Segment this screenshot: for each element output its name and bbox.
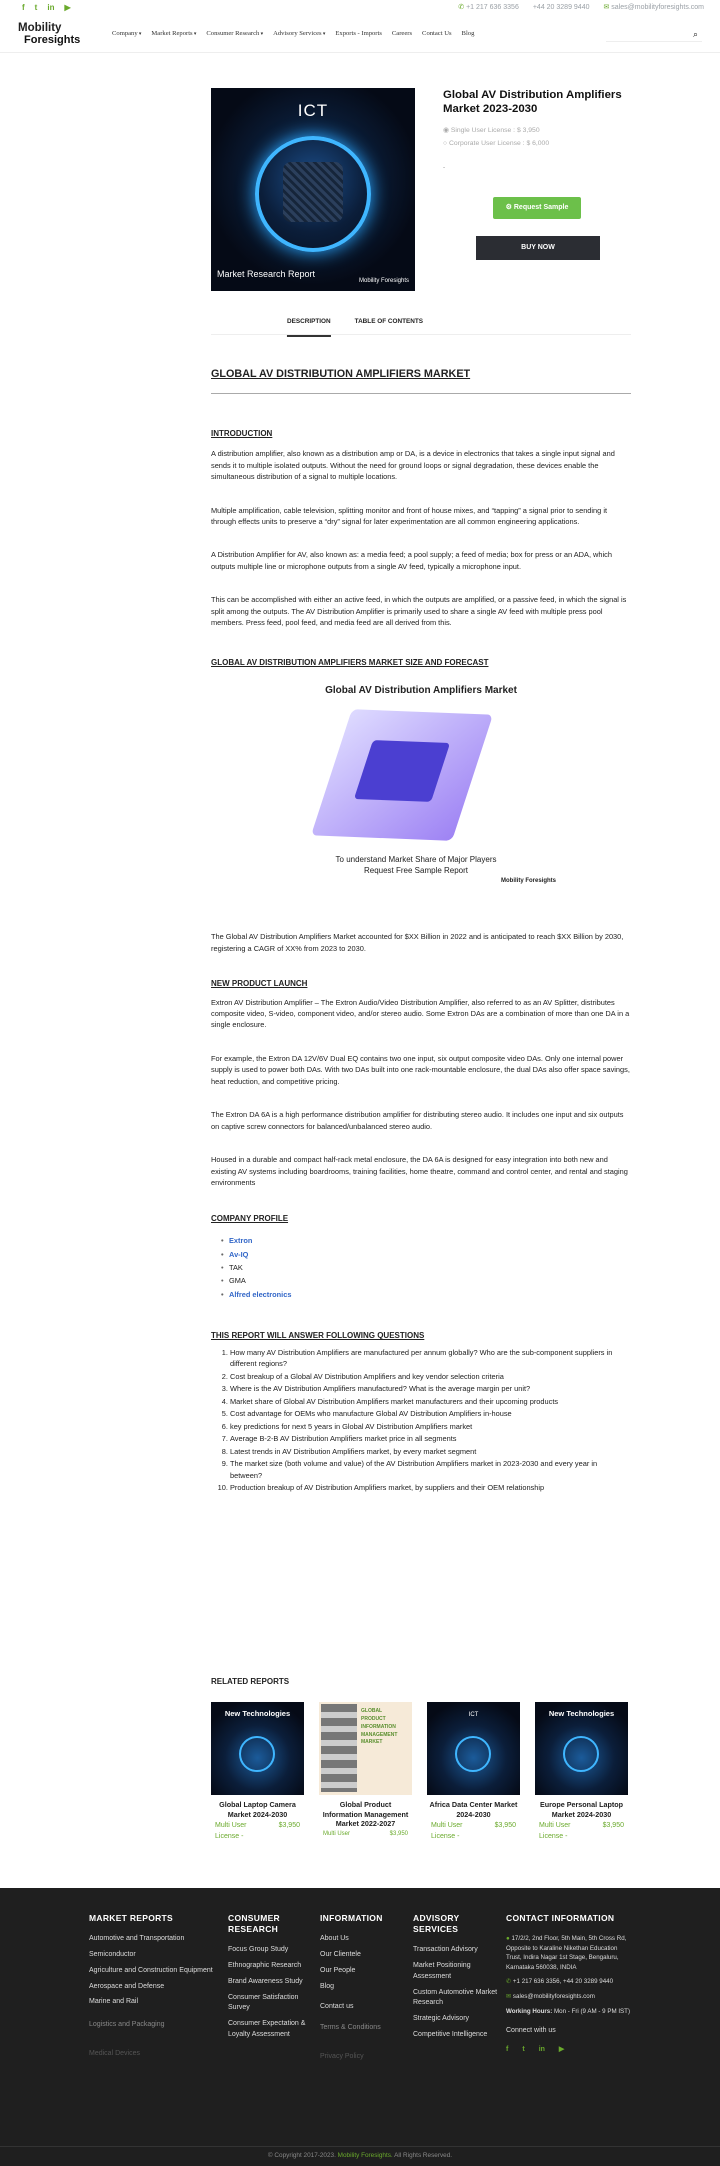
list-item: 8. Latest trends in AV Distribution Amplifiers market, by every market segment xyxy=(230,1446,631,1457)
nav-menu xyxy=(112,29,474,39)
company-list xyxy=(229,1235,631,1300)
footer-link[interactable]: Custom Automotive Market Research xyxy=(413,1988,498,2007)
list-item: 7. Average B-2-B AV Distribution Amplifiers market price in all segments xyxy=(230,1433,631,1444)
infographic-caption: To understand Market Share of Major Players Request Free Sample Report xyxy=(335,855,497,875)
paragraph: Extron AV Distribution Amplifier – The Extron Audio/Video Distribution Amplifier, also referred to as an AV Splitter, distributes composite video, S-video, component video, and/or stereo audio. Some Extron DAs are a combination of more than one DA in a single enclosure. xyxy=(211,997,630,1030)
tab-divider xyxy=(211,334,631,335)
image-caption: Market Research Report xyxy=(217,269,316,280)
footer-address: 17/2/2, 2nd Floor, 5th Main, 5th Cross Rd, Opposite to Karaline Nikethan Education Trust, Indira Nagar 1st Stage, Bengaluru, Karnataka 560038, INDIA xyxy=(506,1935,627,1971)
facebook-icon[interactable]: f xyxy=(506,2046,509,2054)
paragraph: A distribution amplifier, also known as a distribution amp or DA, is a device in electronics that takes a single input signal and sends it to multiple isolated outputs. Without the need for ground loops or signal degradation, these devices enable the simultaneous distribution of a signal to multiple locations. xyxy=(211,449,615,482)
footer-market-reports xyxy=(89,1913,228,2068)
infographic-logo: Mobility Foresights xyxy=(501,878,557,885)
youtube-icon[interactable]: ▶ xyxy=(64,3,71,13)
buy-now-button[interactable]: BUY NOW xyxy=(476,236,600,260)
twitter-icon[interactable]: t xyxy=(34,3,38,13)
youtube-icon[interactable]: ▶ xyxy=(558,2046,565,2054)
footer-information xyxy=(320,1913,413,2068)
footer-link[interactable]: Competitive Intelligence xyxy=(413,2031,488,2039)
footer-link[interactable]: Semiconductor xyxy=(89,1950,136,1958)
search-input[interactable] xyxy=(606,28,702,42)
footer-link[interactable]: Transaction Advisory xyxy=(413,1946,478,1954)
related-card[interactable] xyxy=(319,1702,412,1842)
related-card[interactable] xyxy=(427,1702,520,1842)
card-thumbnail[interactable]: GLOBAL PRODUCT INFORMATION MANAGEMENT MARKET xyxy=(319,1702,412,1795)
company-item: • TAK xyxy=(229,1262,631,1273)
footer-consumer-research xyxy=(228,1913,320,2068)
infographic-title: Global AV Distribution Amplifiers Market xyxy=(325,685,517,697)
nav-item-consumer-research[interactable]: Consumer Research ▾ xyxy=(206,29,263,39)
card-license-link[interactable]: License - xyxy=(431,1832,460,1840)
footer-link[interactable]: Logistics and Packaging xyxy=(89,2021,165,2029)
footer-link[interactable]: Ethnographic Research xyxy=(228,1961,302,1969)
list-item: 1. How many AV Distribution Amplifiers are manufactured per annum globally? Who are the sub-component suppliers in different regions? xyxy=(230,1347,631,1370)
paragraph: A Distribution Amplifier for AV, also known as: a media feed; a pool supply; a feed of media; box for press or an ADA, which outputs multiple line or microphone outputs from a single AV feed, typically a microphone input. xyxy=(211,550,612,571)
related-cards xyxy=(211,1702,631,1842)
footer-email[interactable]: sales@mobilityforesights.com xyxy=(512,1993,595,2001)
footer-link[interactable]: Market Positioning Assessment xyxy=(413,1961,471,1980)
hours-label: Working Hours: xyxy=(506,2007,553,2015)
card-license-link[interactable]: License - xyxy=(539,1832,568,1840)
list-item: 10. Production breakup of AV Distribution Amplifiers market, by suppliers and their OEM relationship xyxy=(230,1482,631,1493)
nav-item-market-reports[interactable]: Market Reports ▾ xyxy=(151,29,196,39)
tab-table-of-contents[interactable]: TABLE OF CONTENTS xyxy=(354,318,424,325)
tab-description[interactable]: DESCRIPTION xyxy=(287,317,331,337)
list-item: 3. Where is the AV Distribution Amplifiers manufactured? What is the average margin per unit? xyxy=(230,1383,631,1394)
card-price: Multi User $3,950 xyxy=(215,1822,300,1830)
main-nav xyxy=(0,17,720,53)
footer-link[interactable]: Privacy Policy xyxy=(320,2053,364,2061)
copyright-brand-link[interactable]: Mobility Foresights. xyxy=(337,2152,393,2159)
footer-link[interactable]: Medical Devices xyxy=(89,2050,140,2058)
section-heading-intro: INTRODUCTION xyxy=(211,428,273,438)
card-price: Multi User $3,950 xyxy=(539,1822,624,1830)
company-link[interactable]: • Alfred electronics xyxy=(229,1289,631,1300)
footer-link[interactable]: Terms & Conditions xyxy=(320,2024,381,2032)
footer-link[interactable]: Agriculture and Construction Equipment xyxy=(89,1966,213,1974)
nav-item-blog[interactable]: Blog xyxy=(461,30,475,38)
footer-heading: ADVISORY SERVICES xyxy=(413,1913,460,1935)
orb-graphic xyxy=(455,1736,491,1772)
nav-item-exports-imports[interactable]: Exports - Imports xyxy=(335,30,382,38)
mail-icon: ✉ xyxy=(506,1993,512,2001)
footer-heading: MARKET REPORTS xyxy=(89,1913,174,1923)
footer-contact xyxy=(506,1913,631,2068)
footer-link[interactable]: Marine and Rail xyxy=(89,1998,139,2006)
card-thumbnail[interactable]: ICT xyxy=(427,1702,520,1795)
questions-list xyxy=(230,1347,631,1494)
chip-graphic xyxy=(283,162,343,222)
license-single[interactable]: ◉ Single User License : $ 3,950 xyxy=(443,126,540,134)
related-reports xyxy=(211,1676,631,1843)
footer-social xyxy=(506,2045,631,2056)
paragraph: Housed in a durable and compact half-rack metal enclosure, the DA 6A is designed for easy integration into both new and existing AV systems including boardrooms, training facilities, home theatre, command and control center, and rental and staging environments xyxy=(211,1155,628,1188)
market-infographic[interactable] xyxy=(211,679,631,917)
product-image xyxy=(211,88,415,291)
orb-graphic xyxy=(239,1736,275,1772)
phone-contact-uk[interactable]: +44 20 3289 9440 xyxy=(532,4,590,12)
contact-info xyxy=(458,3,704,14)
footer-advisory xyxy=(413,1913,509,2068)
connect-label: Connect with us xyxy=(506,2027,556,2035)
list-item: 5. Cost advantage for OEMs who manufacture Global AV Distribution Amplifiers in-house xyxy=(230,1408,631,1419)
footer-link[interactable]: Strategic Advisory xyxy=(413,2015,470,2023)
card-license-link[interactable]: License - xyxy=(215,1832,244,1840)
license-corporate[interactable]: ○ Corporate User License : $ 6,000 xyxy=(443,140,550,148)
section-heading-launch: NEW PRODUCT LAUNCH xyxy=(211,979,308,989)
price-placeholder: . xyxy=(443,160,446,170)
footer-link[interactable]: Brand Awareness Study xyxy=(228,1977,303,1985)
card-price: Multi User $3,950 xyxy=(431,1822,516,1830)
nav-item-advisory-services[interactable]: Advisory Services ▾ xyxy=(273,29,325,39)
nav-item-contact-us[interactable]: Contact Us xyxy=(422,30,452,38)
phone-icon: ✆ xyxy=(506,1978,512,1986)
footer-heading: CONSUMER RESEARCH xyxy=(228,1913,280,1935)
logo[interactable]: Mobility Foresights xyxy=(18,22,81,46)
linkedin-icon[interactable]: in xyxy=(538,2046,545,2054)
product-hero xyxy=(211,88,631,291)
footer-link[interactable]: Our Clientele xyxy=(320,1950,361,1958)
related-title: RELATED REPORTS xyxy=(211,1677,290,1686)
paragraph: For example, the Extron DA 12V/6V Dual EQ contains two one input, six output composite video DAs. Only one internal power supply is used to power both DAs. With two DAs built into one rack-mountable enclosure, the dual DAs also offer space savings, heat reduction, and competitive pricing. xyxy=(211,1053,630,1086)
card-title[interactable]: Africa Data Center Market 2024-2030 xyxy=(429,1800,518,1819)
page-title: GLOBAL AV DISTRIBUTION AMPLIFIERS MARKET xyxy=(211,366,631,394)
card-thumbnail[interactable]: New Technologies xyxy=(211,1702,304,1795)
orb-graphic xyxy=(563,1736,599,1772)
footer-link[interactable]: About Us xyxy=(320,1935,349,1943)
related-card[interactable] xyxy=(211,1702,304,1842)
paragraph: Multiple amplification, cable television, splitting monitor and front of house mixes, and “tapping” a signal prior to sending it through effects units to preserve a “dry” signal for later experimentation are all common engineering applications. xyxy=(211,505,608,526)
search-icon[interactable]: ⌕ xyxy=(692,28,698,39)
footer-heading: INFORMATION xyxy=(320,1913,383,1923)
company-item: • GMA xyxy=(229,1275,631,1286)
paragraph: The Global AV Distribution Amplifiers Market accounted for $XX Billion in 2022 and is anticipated to reach $XX Billion by 2030, registering a CAGR of XX% from 2023 to 2030. xyxy=(211,932,624,953)
section-heading-questions: THIS REPORT WILL ANSWER FOLLOWING QUESTIONS xyxy=(211,1331,425,1341)
list-item: 2. Cost breakup of a Global AV Distribution Amplifiers and key vendor selection criteria xyxy=(230,1371,631,1382)
footer-heading: CONTACT INFORMATION xyxy=(506,1913,615,1923)
card-title[interactable]: Global Product Information Management Market 2022-2027 xyxy=(322,1800,409,1829)
product-title: Global AV Distribution Amplifiers Market 2023-2030 xyxy=(443,89,622,116)
footer-link[interactable]: Focus Group Study xyxy=(228,1946,289,1954)
related-card[interactable] xyxy=(535,1702,628,1842)
card-title[interactable]: Europe Personal Laptop Market 2024-2030 xyxy=(539,1800,624,1819)
license-options xyxy=(443,126,631,150)
footer-link[interactable]: Our People xyxy=(320,1966,356,1974)
card-title[interactable]: Global Laptop Camera Market 2024-2030 xyxy=(219,1800,296,1819)
top-bar xyxy=(0,0,720,17)
footer-link[interactable]: Aerospace and Defense xyxy=(89,1982,165,1990)
twitter-icon[interactable]: t xyxy=(522,2046,525,2054)
section-heading-company: COMPANY PROFILE xyxy=(211,1213,289,1223)
nav-item-careers[interactable]: Careers xyxy=(391,30,413,38)
facebook-icon[interactable]: f xyxy=(22,3,25,13)
footer-link[interactable]: Consumer Expectation & Loyalty Assessment xyxy=(228,2020,306,2039)
report-description xyxy=(211,366,631,1494)
company-link[interactable]: • Av-IQ xyxy=(229,1249,631,1260)
radio-checked-icon[interactable]: ◉ xyxy=(443,126,449,134)
phone-contact[interactable]: ✆ +1 217 636 3356 xyxy=(458,4,519,12)
footer-link[interactable]: Consumer Satisfaction Survey xyxy=(228,1993,299,2012)
footer-columns xyxy=(89,1913,631,2068)
paragraph: The Extron DA 6A is a high performance distribution amplifier for distributing stereo audio. It includes one input and six outputs on captive screw connectors for balanced/unbalanced stereo audio. xyxy=(211,1110,624,1131)
image-category: ICT xyxy=(297,101,329,120)
list-item: 9. The market size (both volume and value) of the AV Distribution Amplifiers market in 2023-2030 and every year in between? xyxy=(230,1458,631,1481)
card-price: Multi User $3,950 xyxy=(323,1831,408,1838)
list-item: 4. Market share of Global AV Distribution Amplifiers market manufacturers and their upcoming products xyxy=(230,1396,631,1407)
radio-icon[interactable]: ○ xyxy=(443,140,448,148)
footer-link[interactable]: Contact us xyxy=(320,2003,354,2011)
social-links xyxy=(22,2,71,14)
nav-item-company[interactable]: Company ▾ xyxy=(112,29,141,39)
hours-value: Mon - Fri (9 AM - 9 PM IST) xyxy=(554,2007,631,2015)
linkedin-icon[interactable]: in xyxy=(47,3,55,13)
footer-link[interactable]: Automotive and Transportation xyxy=(89,1935,185,1943)
image-brand: Mobility Foresights xyxy=(358,278,409,284)
footer-link[interactable]: Blog xyxy=(320,1982,335,1990)
paragraph: This can be accomplished with either an active feed, in which the outputs are amplified, or a passive feed, in which the signal is split among the outputs. The AV Distribution Amplifier is primarily used to share a single AV feed with multiple press pool members. Press feed, pool feed, and media feed are all derived from this. xyxy=(211,595,627,628)
location-icon: ● xyxy=(506,1935,510,1943)
email-contact[interactable]: ✉ sales@mobilityforesights.com xyxy=(603,4,704,12)
company-link[interactable]: • Extron xyxy=(229,1235,631,1246)
footer-phones[interactable]: +1 217 636 3356, +44 20 3289 9440 xyxy=(512,1978,614,1986)
copyright: © Copyright 2017-2023. Mobility Foresights. All Rights Reserved. xyxy=(0,2146,720,2161)
list-item: 6. key predictions for next 5 years in Global AV Distribution Amplifiers market xyxy=(230,1421,631,1432)
section-heading-size: GLOBAL AV DISTRIBUTION AMPLIFIERS MARKET SIZE AND FORECAST xyxy=(211,657,489,667)
card-thumbnail[interactable]: New Technologies xyxy=(535,1702,628,1795)
site-footer xyxy=(0,1888,720,2166)
request-sample-button[interactable]: ⚙ Request Sample xyxy=(493,197,581,219)
product-info xyxy=(443,88,631,291)
